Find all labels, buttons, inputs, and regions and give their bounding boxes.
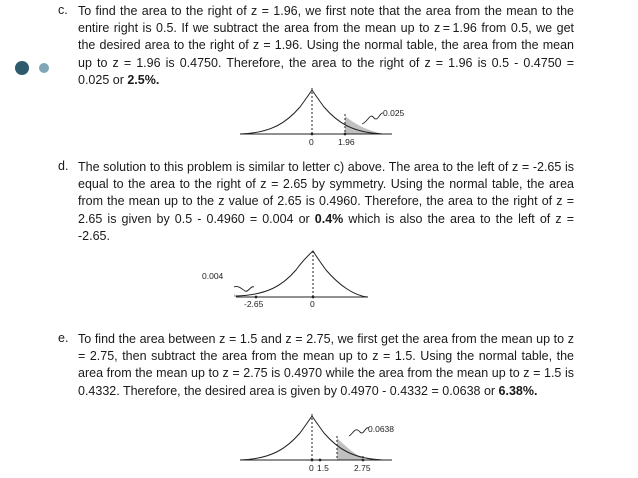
area-label: 0.0638 [368, 424, 394, 434]
normal-curve-figure-e [232, 408, 412, 476]
paragraph-answer: 6.38%. [498, 383, 538, 398]
area-label: 0.025 [383, 108, 405, 118]
paragraph-answer: 0.4% [314, 211, 344, 226]
dark-dot-icon [15, 61, 29, 75]
normal-curve-figure-c [232, 82, 412, 150]
z-label-1: 1.5 [317, 463, 329, 473]
area-pointer-arrow [234, 286, 254, 291]
paragraph-text: The solution to this problem is similar to letter c) above. The area to the left of z = -2.65 is equal to the area to the right of z = 2.65 by symmetry. Using the normal table, the area from the mean up to the z value of 2.65 is 0.4960. Therefore, the area to the right of z = 2.65 is given by 0.5 - 0.4960 = 0.004 or [78, 160, 574, 226]
z-tick [255, 296, 258, 299]
z-label: -2.65 [244, 299, 264, 309]
area-pointer-arrow [362, 113, 383, 124]
item-letter: c. [58, 3, 68, 17]
item-letter: d. [58, 159, 69, 173]
mean-label: 0 [309, 137, 314, 147]
normal-curve-figure-d [198, 245, 368, 313]
light-dot-icon [39, 63, 49, 73]
slide-bullet-dots [14, 58, 54, 78]
item-d [58, 159, 578, 259]
z-tick-1 [319, 459, 322, 462]
mean-tick [311, 459, 314, 462]
area-pointer-arrow [349, 428, 369, 436]
bell-curve [236, 251, 368, 297]
mean-tick [312, 296, 315, 299]
z-tick-2 [362, 459, 365, 462]
area-label: 0.004 [202, 271, 224, 281]
item-letter: e. [58, 331, 69, 345]
mean-tick [311, 133, 314, 136]
z-label-2: 2.75 [354, 463, 371, 473]
item-paragraph [78, 159, 574, 245]
paragraph-tail: which is also the area to the left of z = -2.65. [78, 211, 574, 243]
item-paragraph [78, 331, 574, 400]
item-paragraph [78, 3, 574, 89]
paragraph-text: To find the area to the right of z = 1.96, we first note that the area from the mean to the entire right is 0.5. If we subtract the area from the mean up to z = 1.96 from 0.5, we get the desired area to the right of z = 1.96. Using the normal table, the area from the mean up to z = 1.96 is 0.4750. Therefore, the area to the right of z = 1.96 is 0.5 - 0.4750 = 0.025 or [78, 4, 574, 87]
z-tick [344, 133, 347, 136]
mean-label: 0 [310, 299, 315, 309]
paragraph-answer: 2.5%. [127, 72, 160, 87]
z-label: 1.96 [338, 137, 355, 147]
paragraph-text: To find the area between z = 1.5 and z = 2.75, we first get the area from the mean up to z = 2.75, then subtract the area from the mean up to z = 1.5. Using the normal table, the area from the mean up to z = 2.75 is 0.4970 while the area from the mean up to z = 1.5 is 0.4332. Therefore, the desired area is given by 0.4970 - 0.4332 = 0.0638 or [78, 332, 574, 398]
mean-label: 0 [309, 463, 314, 473]
